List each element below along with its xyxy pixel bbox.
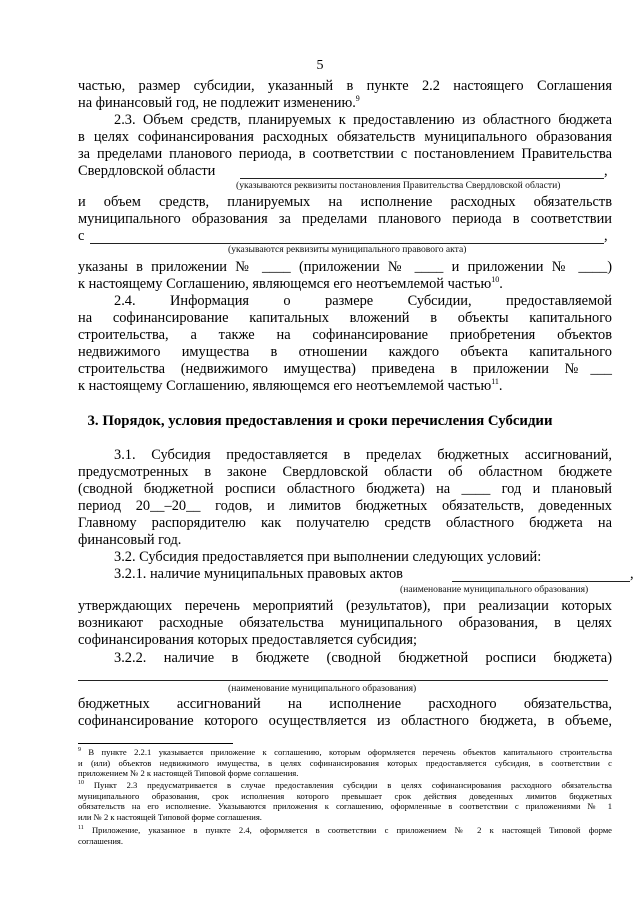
text-line: строительства, а также на софинансирование приобретения объектов — [78, 327, 612, 343]
footnote-row: и (или) объектов недвижимого имущества, в целях софинансирования которых предоставляется субсидия, в соответствии с — [78, 757, 612, 768]
field-caption: (указываются реквизиты муниципального правового акта) — [228, 244, 467, 255]
footnote-ref-10: 10 — [491, 275, 500, 285]
text-fragment: , — [630, 566, 634, 582]
text-line: возникают расходные обязательства муниципального образования, в целях — [78, 615, 612, 631]
text-line: период 20__–20__ годов, и лимитов бюджетных обязательств, доведенных — [78, 498, 612, 514]
footnote-mark: 10 — [78, 780, 84, 787]
text-line — [78, 276, 612, 293]
text-line — [78, 95, 612, 112]
footnote-text: В пункте 2.2.1 указывается приложение к соглашению, которым оформляется перечень объектов капитального строительства — [88, 747, 613, 757]
paragraph-2-4-start: 2.4. Информация о размере Субсидии, предоставляемой — [114, 293, 612, 309]
footnote-mark: 9 — [78, 747, 81, 754]
footnote-row — [78, 747, 612, 758]
paragraph-3-2-1-start: 3.2.1. наличие муниципальных правовых актов — [114, 566, 403, 582]
paragraph-3-2: 3.2. Субсидия предоставляется при выполнении следующих условий: — [114, 549, 542, 565]
text-line: бюджетных ассигнований на исполнение расходного обязательства, — [78, 696, 612, 712]
footnote-9 — [78, 747, 612, 779]
text-line: частью, размер субсидии, указанный в пункте 2.2 настоящего Соглашения — [78, 78, 612, 94]
footnote-row: или № 2 к настоящей Типовой форме соглашения. — [78, 811, 262, 822]
footnote-row: приложением № 2 к настоящей Типовой форме соглашения. — [78, 768, 299, 779]
text-line: недвижимого имущества в отношении каждого объекта капитального — [78, 344, 612, 360]
text-line: в целях софинансирования расходных обязательств муниципального образования — [78, 129, 612, 145]
footnote-10 — [78, 780, 612, 822]
field-caption: (наименование муниципального образования) — [228, 683, 417, 694]
footnote-separator — [78, 743, 233, 744]
text-fragment: к настоящему Соглашению, являющемся его неотъемлемой частью — [78, 378, 492, 394]
text-line: муниципального образования за пределами планового периода в соответствии — [78, 211, 612, 227]
text-line: софинансирования которых предоставляется субсидия; — [78, 632, 418, 648]
footnote-mark: 11 — [78, 825, 84, 832]
text-line: предусмотренных в законе Свердловской области об областном бюджете — [78, 464, 612, 480]
text-line: софинансирование которого осуществляется из областного бюджета, в объеме, — [78, 713, 612, 729]
text-line: на софинансирование капитальных вложений в объекты капитального — [78, 310, 612, 326]
page-number: 5 — [316, 58, 324, 73]
text-line: указаны в приложении № ____ (приложении № ____ и приложении № ____) — [78, 259, 612, 275]
footnote-text: Пункт 2.3 предусматривается в случае предоставления субсидии в целях софинансирования расходного обязательства — [93, 780, 612, 790]
section-heading: 3. Порядок, условия предоставления и сроки перечисления Субсидии — [87, 413, 553, 429]
text-line: утверждающих перечень мероприятий (результатов), при реализации которых — [78, 598, 612, 614]
text-line: с — [78, 228, 85, 244]
text-fragment: к настоящему Соглашению, являющемся его неотъемлемой частью — [78, 276, 492, 292]
field-caption: (наименование муниципального образования) — [400, 584, 589, 595]
text-line: (сводной бюджетной росписи областного бюджета) на ____ год и плановый — [78, 481, 612, 497]
footnote-row — [78, 780, 612, 791]
text-line — [78, 378, 612, 395]
footnote-11 — [78, 825, 612, 846]
text-line: Свердловской области — [78, 163, 216, 179]
blank-field-line — [240, 178, 604, 179]
text-line: и объем средств, планируемых на исполнение расходных обязательств — [78, 194, 612, 210]
blank-field-line — [452, 581, 630, 582]
text-line: Главному распорядителю как получателю средств областного бюджета на — [78, 515, 612, 531]
footnote-row — [78, 825, 612, 836]
text-fragment: . — [498, 378, 503, 394]
paragraph-2-3-start: 2.3. Объем средств, планируемых к предоставлению из областного бюджета — [114, 112, 612, 128]
paragraph-3-1-start: 3.1. Субсидия предоставляется в пределах бюджетных ассигнований, — [114, 447, 612, 463]
field-caption: (указываются реквизиты постановления Правительства Свердловской области) — [236, 180, 561, 191]
footnote-row: обязательств на его исполнение. Указываются приложения к соглашению, оформленные в соответствии с приложениями № 1 — [78, 801, 612, 812]
footnote-ref-9: 9 — [355, 94, 360, 104]
text-fragment: , — [604, 163, 608, 179]
footnote-row: муниципального образования, срок исполнения которого превышает срок действия доведенных лимитов бюджетных — [78, 790, 612, 801]
text-fragment: . — [499, 276, 503, 292]
footnote-row: соглашения. — [78, 835, 124, 846]
text-fragment: на финансовый год, не подлежит изменению. — [78, 95, 356, 111]
text-line: финансовый год. — [78, 532, 182, 548]
paragraph-3-2-2-start: 3.2.2. наличие в бюджете (сводной бюджетной росписи бюджета) — [114, 650, 612, 666]
text-line: строительства (недвижимого имущества) приведена в приложении №___ — [78, 361, 612, 377]
footnote-ref-11: 11 — [491, 377, 499, 387]
text-fragment: , — [604, 228, 608, 244]
text-line: за пределами планового периода, в соответствии с постановлением Правительства — [78, 146, 612, 162]
blank-field-line — [78, 680, 608, 681]
footnote-text: Приложение, указанное в пункте 2.4, оформляется в соответствии с приложением № 2 к настоящей Типовой форме — [91, 825, 612, 835]
